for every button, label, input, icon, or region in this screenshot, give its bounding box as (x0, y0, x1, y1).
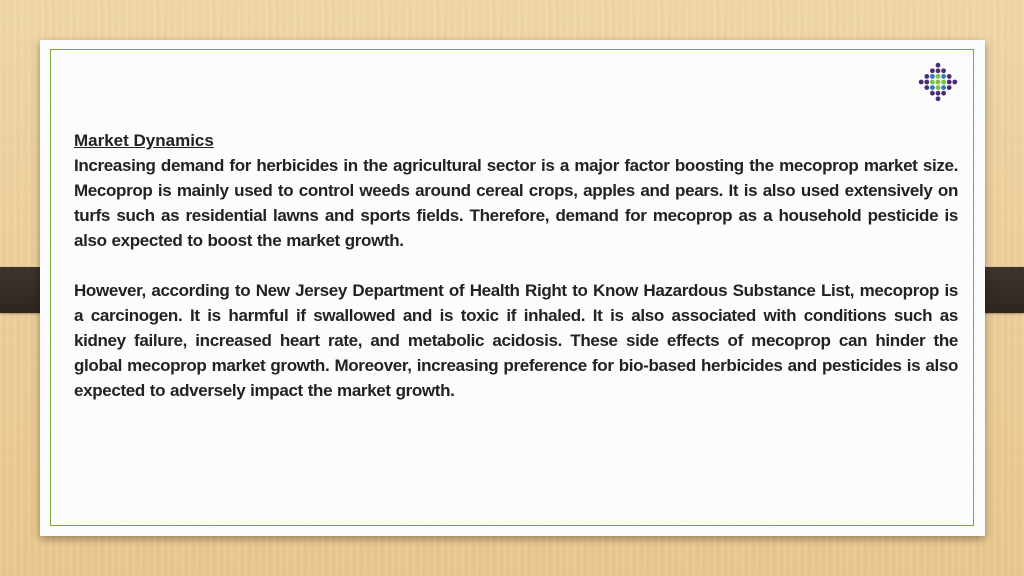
logo-dot (924, 74, 929, 79)
logo-dot (924, 85, 929, 90)
logo-dot (936, 63, 941, 68)
slide-card (40, 40, 985, 536)
logo-dot (936, 74, 941, 79)
paragraph-risks: However, according to New Jersey Department of Health Right to Know Hazardous Substance List, mecoprop is a carcinogen. It is harmful if swallowed and is toxic if inhaled. It is also associated with conditions such as kidney failure, increased heart rate, and metabolic acidosis. These side effects of mecoprop can hinder the global mecoprop market growth. Moreover, increasing preference for bio-based herbicides and pesticides is also expected to adversely impact the market growth. (74, 281, 958, 400)
logo-dot (941, 80, 946, 85)
logo-dot (930, 80, 935, 85)
logo-dot (936, 85, 941, 90)
logo-dot (936, 96, 941, 101)
logo-dot (947, 74, 952, 79)
diamond-dot-logo-icon (914, 58, 962, 106)
logo-dot (930, 68, 935, 73)
logo-dot (941, 91, 946, 96)
logo-dot (924, 80, 929, 85)
logo-dot (930, 85, 935, 90)
logo-dot (941, 85, 946, 90)
slide-content (74, 128, 958, 403)
paragraph-demand: Increasing demand for herbicides in the agricultural sector is a major factor boosting the mecoprop market size. Mecoprop is mainly used to control weeds around cereal crops, apples and pears. It is also used extensively on turfs such as residential lawns and sports fields. Therefore, demand for mecoprop as a household pesticide is also expected to boost the market growth. (74, 156, 958, 250)
logo-dot (947, 85, 952, 90)
logo-dot (919, 80, 924, 85)
logo-dot (936, 68, 941, 73)
logo-dot (952, 80, 957, 85)
section-heading: Market Dynamics (74, 131, 214, 150)
logo-dot (941, 68, 946, 73)
logo-dot (930, 74, 935, 79)
logo-dot (947, 80, 952, 85)
logo-dot (936, 91, 941, 96)
logo-dot (930, 91, 935, 96)
logo-dot (941, 74, 946, 79)
logo-dot (936, 80, 941, 85)
